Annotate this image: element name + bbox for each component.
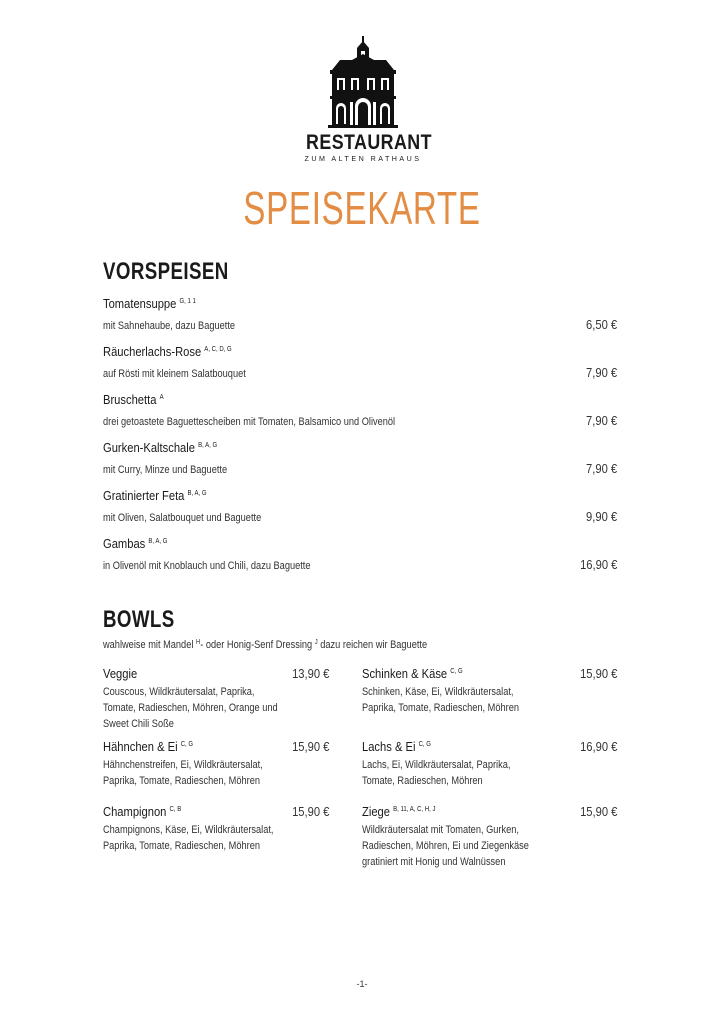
menu-item-desc: auf Rösti mit kleinem Salatbouquet: [103, 368, 246, 380]
bowl-desc: Hähnchenstreifen, Ei, Wildkräutersalat, Paprika, Tomate, Radieschen, Möhren: [103, 759, 263, 787]
bowl-price: 15,90 €: [579, 666, 617, 681]
menu-item-name: Gurken-Kaltschale $^{B, A, G}$: [103, 440, 218, 455]
bowl-desc: Couscous, Wildkräutersalat, Paprika, Tomate, Radieschen, Möhren, Orange und Sweet Chili Soße: [103, 686, 278, 730]
page-number: -1-: [356, 979, 368, 989]
bowl-name: Champignon $^{C, B}$: [103, 804, 182, 819]
menu-item-price: 7,90 €: [585, 365, 617, 380]
bowl-name: Lachs & Ei $^{C, G}$: [362, 739, 431, 754]
bowl-item: [103, 804, 333, 854]
bowl-desc: Wildkräutersalat mit Tomaten, Gurken, Radieschen, Möhren, Ei und Ziegenkäse gratiniert mit Honig und Walnüssen: [362, 824, 529, 868]
bowl-item: [103, 739, 333, 789]
page-title: SPEISEKARTE: [243, 182, 481, 234]
menu-item-name: Tomatensuppe $^{G, 1 1}$: [103, 296, 196, 311]
menu-item-price: 7,90 €: [585, 413, 617, 428]
bowls-dressing-note: wahlweise mit Mandel $^H$- oder Honig-Senf Dressing $^J$ dazu reichen wir Baguette: [103, 639, 428, 651]
menu-item-desc: mit Oliven, Salatbouquet und Baguette: [103, 512, 262, 524]
bowl-price: 13,90 €: [291, 666, 329, 681]
bowl-item: [362, 666, 617, 716]
bowl-name: Hähnchen & Ei $^{C, G}$: [103, 739, 194, 754]
bowl-item: [362, 804, 617, 870]
restaurant-name: RESTAURANT: [306, 131, 432, 154]
bowl-item: [103, 666, 333, 732]
bowl-price: 15,90 €: [579, 804, 617, 819]
menu-item-desc: mit Curry, Minze und Baguette: [103, 464, 228, 476]
bowl-desc: Lachs, Ei, Wildkräutersalat, Paprika, Tomate, Radieschen, Möhren: [362, 759, 511, 787]
menu-item-name: Bruschetta $^A$: [103, 392, 164, 407]
section-title-bowls: BOWLS: [103, 606, 175, 633]
menu-item-desc: mit Sahnehaube, dazu Baguette: [103, 320, 236, 332]
bowl-desc: Schinken, Käse, Ei, Wildkräutersalat, Paprika, Tomate, Radieschen, Möhren: [362, 686, 520, 714]
bowl-name: Ziege $^{B, 11, A, C, H, J}$: [362, 804, 436, 819]
bowl-name: Schinken & Käse $^{C, G}$: [362, 666, 463, 681]
menu-item-price: 7,90 €: [585, 461, 617, 476]
bowl-price: 16,90 €: [579, 739, 617, 754]
section-title-vorspeisen: VORSPEISEN: [103, 258, 229, 285]
town-hall-icon: [326, 36, 400, 128]
bowl-price: 15,90 €: [291, 739, 329, 754]
menu-item-desc: in Olivenöl mit Knoblauch und Chili, dazu Baguette: [103, 560, 311, 572]
menu-item-price: 16,90 €: [579, 557, 617, 572]
menu-item-desc: drei getoastete Baguettescheiben mit Tomaten, Balsamico und Olivenöl: [103, 416, 396, 428]
menu-item-name: Gambas $^{B, A, G}$: [103, 536, 168, 551]
menu-item-price: 6,50 €: [585, 317, 617, 332]
menu-item-name: Gratinierter Feta $^{B, A, G}$: [103, 488, 207, 503]
bowl-name: Veggie: [103, 666, 138, 681]
bowl-price: 15,90 €: [291, 804, 329, 819]
menu-item-price: 9,90 €: [585, 509, 617, 524]
menu-item-name: Räucherlachs-Rose $^{A, C, D, G}$: [103, 344, 232, 359]
bowl-desc: Champignons, Käse, Ei, Wildkräutersalat, Paprika, Tomate, Radieschen, Möhren: [103, 824, 274, 852]
restaurant-logo: [296, 36, 430, 163]
restaurant-subtitle: ZUM ALTEN RATHAUS: [304, 154, 422, 163]
bowl-item: [362, 739, 617, 789]
